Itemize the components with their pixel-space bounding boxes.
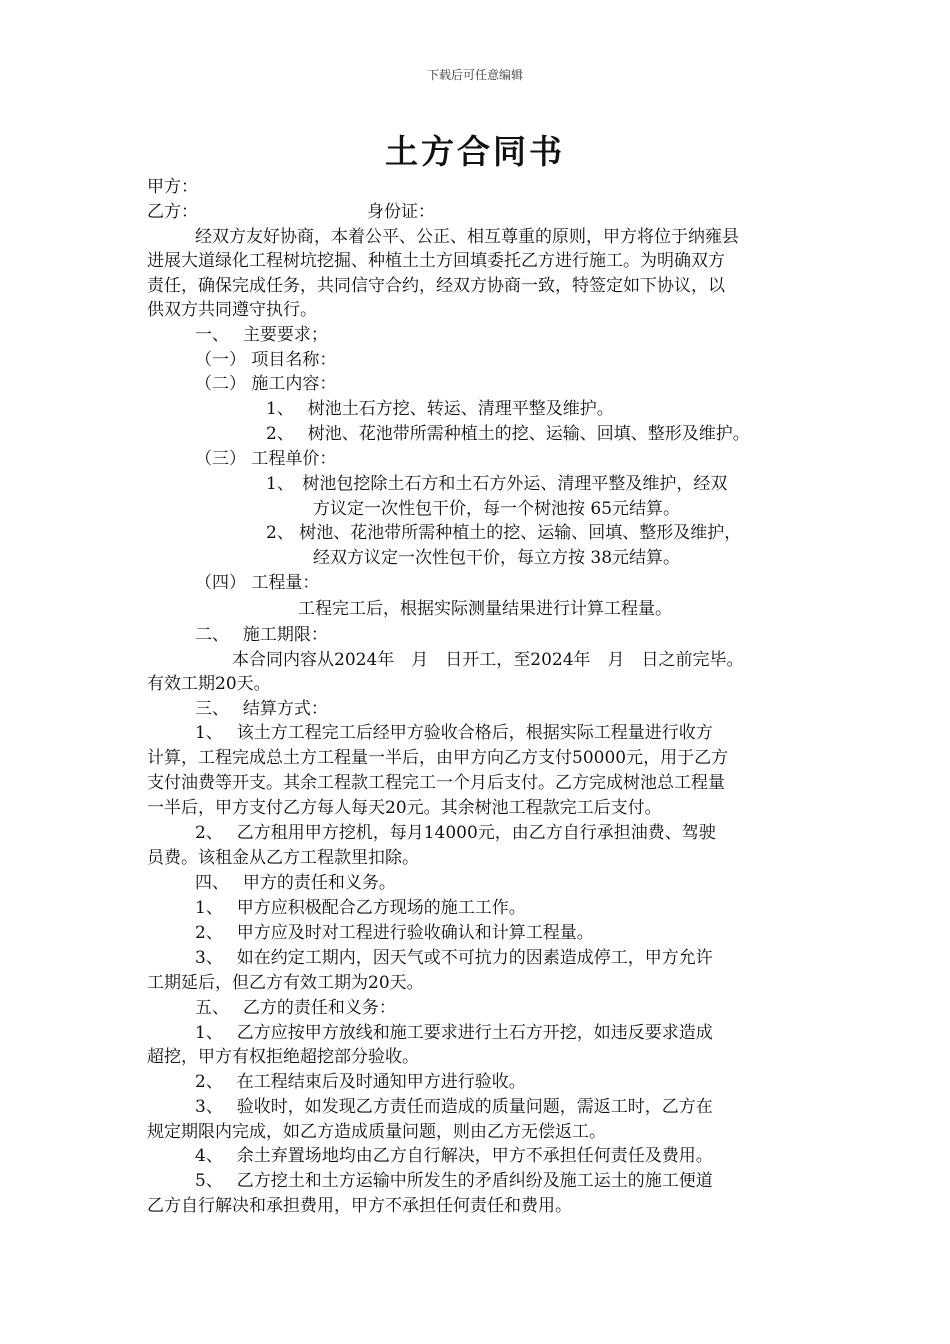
body-line: 4、 余土弃置场地均由乙方自行解决，甲方不承担任何责任及费用。	[195, 1146, 713, 1166]
body-line: 2、 在工程结束后及时通知甲方进行验收。	[195, 1072, 526, 1092]
body-line: 本合同内容从2024年 月 日开工，至2024年 月 日之前完毕。	[232, 650, 744, 670]
body-line: 进展大道绿化工程树坑挖掘、种植土土方回填委托乙方进行施工。为明确双方	[147, 251, 725, 271]
body-line: 责任，确保完成任务，共同信守合约，经双方协商一致，特签定如下协议，以	[147, 276, 725, 296]
body-line: 乙方自行解决和承担费用，甲方不承担任何责任和费用。	[147, 1196, 572, 1216]
page-header-note: 下载后可任意编辑	[426, 68, 523, 82]
list-item-continuation: 方议定一次性包干价，每一个树池按 65元结算。	[313, 499, 681, 519]
body-line: 5、 乙方挖土和土方运输中所发生的矛盾纠纷及施工运土的施工便道	[195, 1171, 713, 1191]
body-line: 规定期限内完成，如乙方造成质量问题，则由乙方无偿返工。	[147, 1122, 606, 1142]
body-line: 支付油费等开支。其余工程款工程完工一个月后支付。乙方完成树池总工程量	[147, 773, 725, 793]
list-item: 1、 树池包挖除土石方和土石方外运、清理平整及维护，经双	[266, 474, 728, 494]
body-line: 有效工期20天。	[147, 674, 271, 694]
section-heading: 五、 乙方的责任和义务：	[195, 998, 396, 1018]
body-line: 供双方共同遵守执行。	[147, 300, 317, 320]
document-title: 土方合同书	[385, 132, 565, 171]
body-line: 3、 验收时，如发现乙方责任而造成的质量问题，需返工时，乙方在	[195, 1097, 713, 1117]
section-heading: 四、 甲方的责任和义务。	[195, 873, 396, 893]
list-item: 1、 树池土石方挖、转运、清理平整及维护。	[266, 399, 614, 419]
body-line: 1、 乙方应按甲方放线和施工要求进行土石方开挖，如违反要求造成	[195, 1023, 713, 1043]
body-line: 1、 甲方应积极配合乙方现场的施工工作。	[195, 898, 526, 918]
body-line: 员费。该租金从乙方工程款里扣除。	[147, 848, 419, 868]
body-line: 计算，工程完成总土方工程量一半后，由甲方向乙方支付50000元，用于乙方	[147, 748, 729, 768]
body-line: 2、 甲方应及时对工程进行验收确认和计算工程量。	[195, 923, 594, 943]
list-item-continuation: 经双方议定一次性包干价，每立方按 38元结算。	[313, 548, 681, 568]
body-line: 2、 乙方租用甲方挖机，每月14000元，由乙方自行承担油费、驾驶	[195, 823, 716, 843]
subsection-heading: （二） 施工内容：	[195, 374, 337, 394]
id-card-label: 身份证：	[367, 202, 435, 222]
body-line: 超挖，甲方有权拒绝超挖部分验收。	[147, 1047, 419, 1067]
body-line: 一半后，甲方支付乙方每人每天20元。其余树池工程款完工后支付。	[147, 798, 662, 818]
party-a-label: 甲方：	[147, 177, 198, 197]
body-line: 3、 如在约定工期内，因天气或不可抗力的因素造成停工，甲方允许	[195, 948, 713, 968]
list-item: 2、 树池、花池带所需种植土的挖、运输、回填、整形及维护。	[266, 424, 750, 444]
party-b-label: 乙方：	[147, 202, 198, 222]
body-line: 经双方友好协商，本着公平、公正、相互尊重的原则，甲方将位于纳雍县	[195, 227, 739, 247]
subsection-heading: （三） 工程单价：	[195, 449, 337, 469]
list-item: 2、 树池、花池带所需种植土的挖、运输、回填、整形及维护，	[266, 523, 742, 543]
body-line: 1、 该土方工程完工后经甲方验收合格后，根据实际工程量进行收方	[195, 723, 713, 743]
subsection-heading: （一） 项目名称：	[195, 350, 337, 370]
section-heading: 二、 施工期限：	[195, 625, 328, 645]
body-line: 工期延后，但乙方有效工期为20天。	[147, 973, 424, 993]
section-heading: 三、 结算方式：	[195, 699, 328, 719]
subsection-heading: （四） 工程量：	[195, 573, 320, 593]
section-heading: 一、 主要要求；	[195, 325, 328, 345]
body-line: 工程完工后，根据实际测量结果进行计算工程量。	[298, 599, 672, 619]
